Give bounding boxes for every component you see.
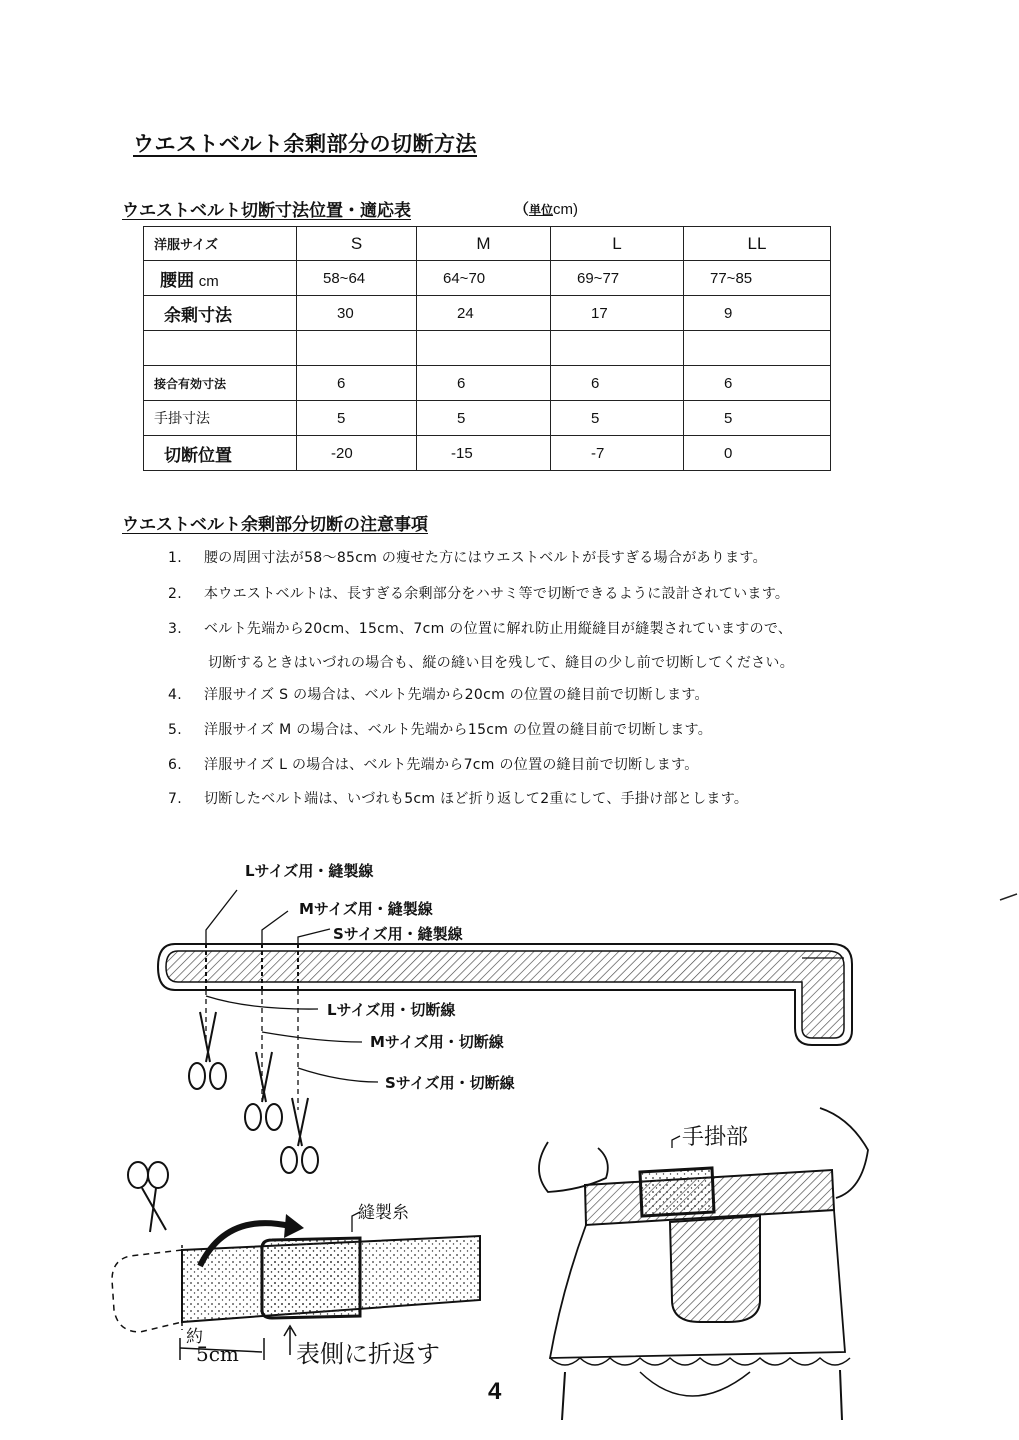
notes-title: ウエストベルト余剰部分切断の注意事項	[122, 515, 428, 535]
note-number: 3.	[168, 621, 182, 637]
label-thread: 縫製糸	[358, 1203, 409, 1223]
note-text: 切断したベルト端は、いづれも5cm ほど折り返して2重にして、手掛け部とします。	[204, 791, 749, 807]
table-cell: 64~70	[417, 261, 551, 296]
header-cell-m: M	[417, 227, 551, 261]
table-cell: 5	[684, 401, 831, 436]
label-l-sew: Lサイズ用・縫製線	[245, 862, 374, 880]
note-number: 7.	[168, 791, 182, 807]
note-text: 腰の周囲寸法が58～85cm の痩せた方にはウエストベルトが長すぎる場合があります。	[204, 550, 767, 566]
label-s-sew: Sサイズ用・縫製線	[333, 925, 463, 943]
scissors-icon	[281, 1098, 318, 1173]
table-cell: 6	[417, 366, 551, 401]
note-number: 5.	[168, 722, 182, 738]
header-cell-s: S	[297, 227, 417, 261]
label-fold-back: 表側に折返す	[296, 1340, 440, 1368]
skirt-illustration	[539, 1108, 868, 1420]
note-number: 2.	[168, 586, 182, 602]
table-cell: 6	[551, 366, 684, 401]
note-number: 1.	[168, 550, 182, 566]
page-number: 4	[488, 1378, 502, 1405]
scan-mark	[1000, 894, 1017, 900]
waist-unit: cm	[198, 272, 219, 290]
table-cell: 5	[551, 401, 684, 436]
table-cell: 69~77	[551, 261, 684, 296]
scissors-icon	[128, 1162, 168, 1232]
row-label-handle: 手掛寸法	[144, 401, 297, 436]
table-cell: 5	[297, 401, 417, 436]
scissors-icon	[245, 1052, 282, 1130]
unit-small-label: 単位	[529, 203, 554, 217]
page-title: ウエストベルト余剰部分の切断方法	[133, 132, 477, 156]
note-text: 洋服サイズ M の場合は、ベルト先端から15cm の位置の縫目前で切断します。	[204, 722, 713, 738]
header-cell-ll: LL	[684, 227, 831, 261]
label-5cm: 5cm	[196, 1342, 239, 1366]
table-cell: -7	[551, 436, 684, 471]
table-cell: 5	[417, 401, 551, 436]
label-s-cut: Sサイズ用・切断線	[385, 1074, 515, 1092]
waist-label: 腰囲	[160, 270, 194, 291]
note-text: 洋服サイズ S の場合は、ベルト先端から20cm の位置の縫目前で切断します。	[204, 687, 709, 703]
table-cell: -15	[417, 436, 551, 471]
table-cell: 6	[684, 366, 831, 401]
scissors-icon	[189, 1012, 226, 1089]
label-m-sew: Mサイズ用・縫製線	[299, 900, 433, 918]
row-label-cut: 切断位置	[144, 436, 297, 471]
table-cell: 6	[297, 366, 417, 401]
label-handle: 手掛部	[682, 1125, 749, 1150]
note-text: 洋服サイズ L の場合は、ベルト先端から7cm の位置の縫目前で切断します。	[204, 757, 699, 773]
note-continuation: 切断するときはいづれの場合も、縦の縫い目を残して、縫目の少し前で切断してください。	[208, 655, 795, 671]
header-cell-l: L	[551, 227, 684, 261]
label-m-cut: Mサイズ用・切断線	[370, 1033, 504, 1051]
note-text: 本ウエストベルトは、長すぎる余剰部分をハサミ等で切断できるように設計されています。	[204, 586, 790, 602]
row-label-joint: 接合有効寸法	[144, 366, 297, 401]
table-cell: 17	[551, 296, 684, 331]
unit-cm: cm)	[553, 201, 579, 218]
table-cell: 0	[684, 436, 831, 471]
header-cell-size: 洋服サイズ	[144, 227, 297, 261]
table-cell: 30	[297, 296, 417, 331]
table-cell: 9	[684, 296, 831, 331]
label-l-cut: Lサイズ用・切断線	[327, 1001, 456, 1019]
table-cell: 58~64	[297, 261, 417, 296]
table-cell: 77~85	[684, 261, 831, 296]
table-title: ウエストベルト切断寸法位置・適応表	[122, 201, 411, 221]
note-number: 6.	[168, 757, 182, 773]
unit-prefix: （	[514, 200, 530, 218]
row-label-surplus: 余剰寸法	[144, 296, 297, 331]
note-text: ベルト先端から20cm、15cm、7cm の位置に解れ防止用縦縫目が縫製されていますので、	[204, 621, 793, 637]
note-number: 4.	[168, 687, 182, 703]
table-cell: 24	[417, 296, 551, 331]
label-approx: 約	[186, 1327, 203, 1347]
table-cell: -20	[297, 436, 417, 471]
